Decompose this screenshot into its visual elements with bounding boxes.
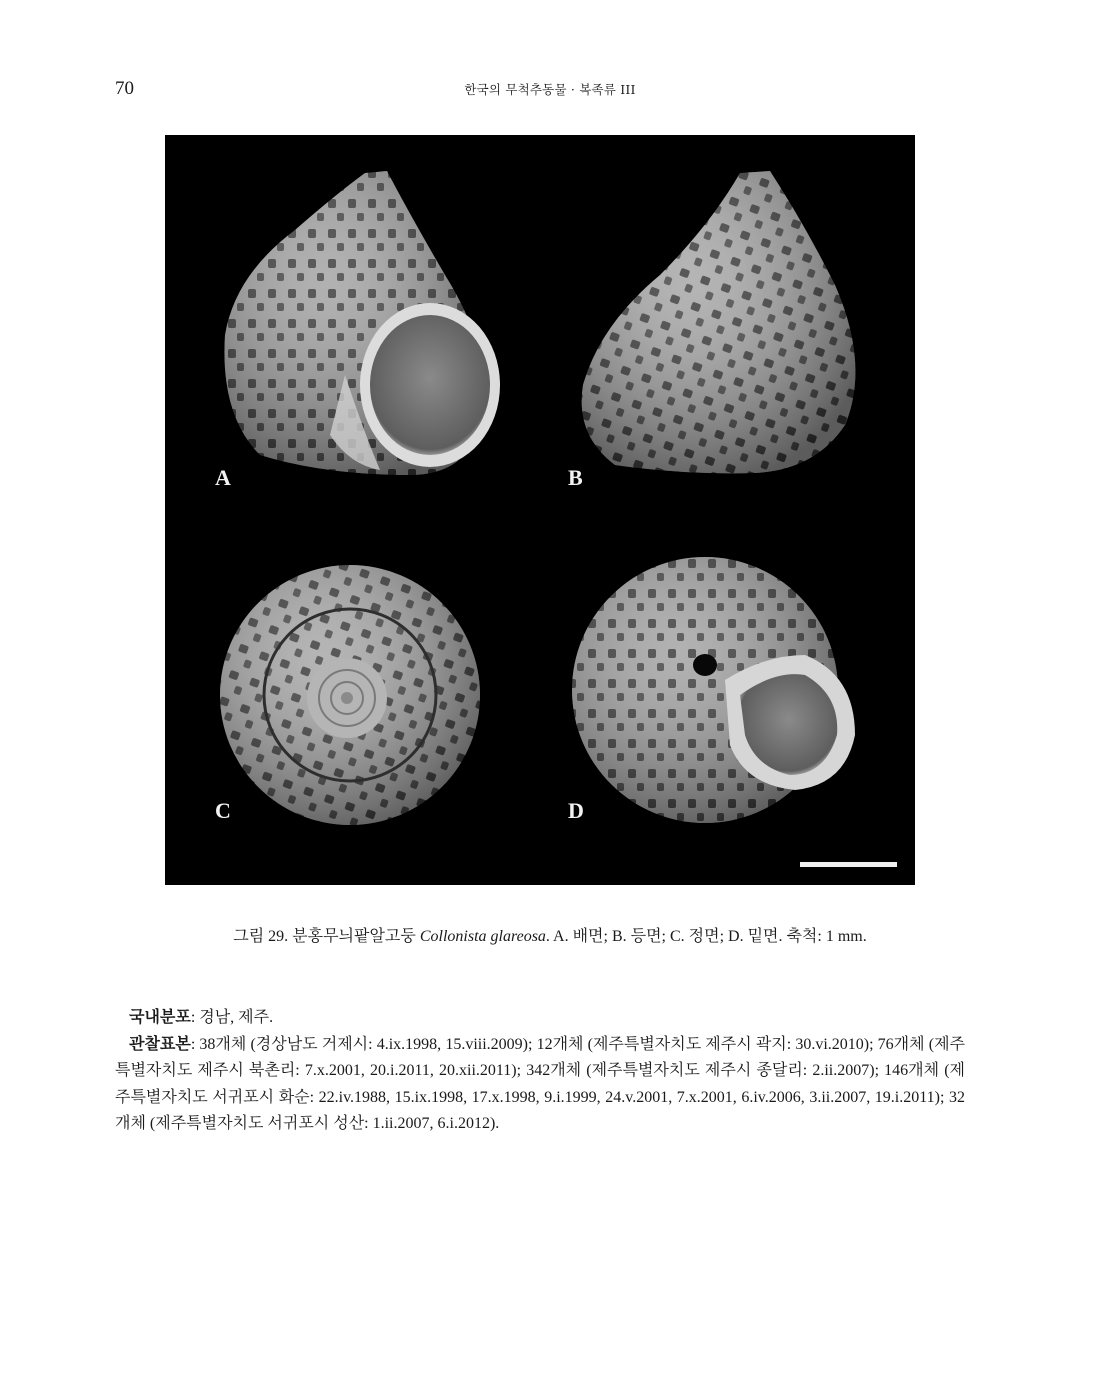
panel-label-a: A xyxy=(215,465,231,490)
panel-label-d: D xyxy=(568,798,584,823)
caption-prefix: 그림 29. 분홍무늬팥알고둥 xyxy=(233,928,420,945)
shell-dorsal-view-icon xyxy=(582,171,856,473)
distribution-term: 국내분포 xyxy=(129,1009,191,1026)
running-header: 한국의 무척추동물 · 복족류 III xyxy=(464,82,636,97)
caption-suffix: . A. 배면; B. 등면; C. 정면; D. 밑면. 축척: 1 mm. xyxy=(545,928,867,945)
body-text xyxy=(115,1005,965,1138)
shell-figure xyxy=(165,135,915,885)
panel-label-c: C xyxy=(215,798,231,823)
shell-photographs xyxy=(165,135,915,885)
shell-apertural-view-icon xyxy=(224,171,500,475)
distribution-paragraph xyxy=(115,1005,965,1032)
distribution-text: : 경남, 제주. xyxy=(190,1009,274,1026)
shell-umbilical-view-icon xyxy=(572,557,855,823)
panel-label-b: B xyxy=(568,465,583,490)
scale-bar xyxy=(800,862,897,867)
page-number: 70 xyxy=(115,78,134,99)
caption-species: Collonista glareosa xyxy=(419,928,546,945)
specimens-text: : 38개체 (경상남도 거제시: 4.ix.1998, 15.viii.2009); 12개체 (제주특별자치도 제주시 곽지: 30.vi.2010); 76개체 (제주특별자치도 제주시 북촌리: 7.x.2001, 20.i.2011, 20.xii.2011); 342개체 (제주특별자치도 제주시 종달리: 2.ii.2007); 146개체 (제주특별자치도 서귀포시 화순: 22.iv.1988, 15.ix.1998, 17.x.1998, 9.i.1999, 24.v.2001, 7.x.2001, 6.iv.2006, 3.ii.2007, 19.i.2011); 32개체 (제주특별자치도 서귀포시 성산: 1.ii.2007, 6.i.2012). xyxy=(115,1035,965,1132)
figure-caption xyxy=(0,923,1100,946)
shell-apical-view-icon xyxy=(220,565,480,825)
specimens-paragraph xyxy=(115,1032,965,1138)
specimens-term: 관찰표본 xyxy=(129,1035,191,1053)
